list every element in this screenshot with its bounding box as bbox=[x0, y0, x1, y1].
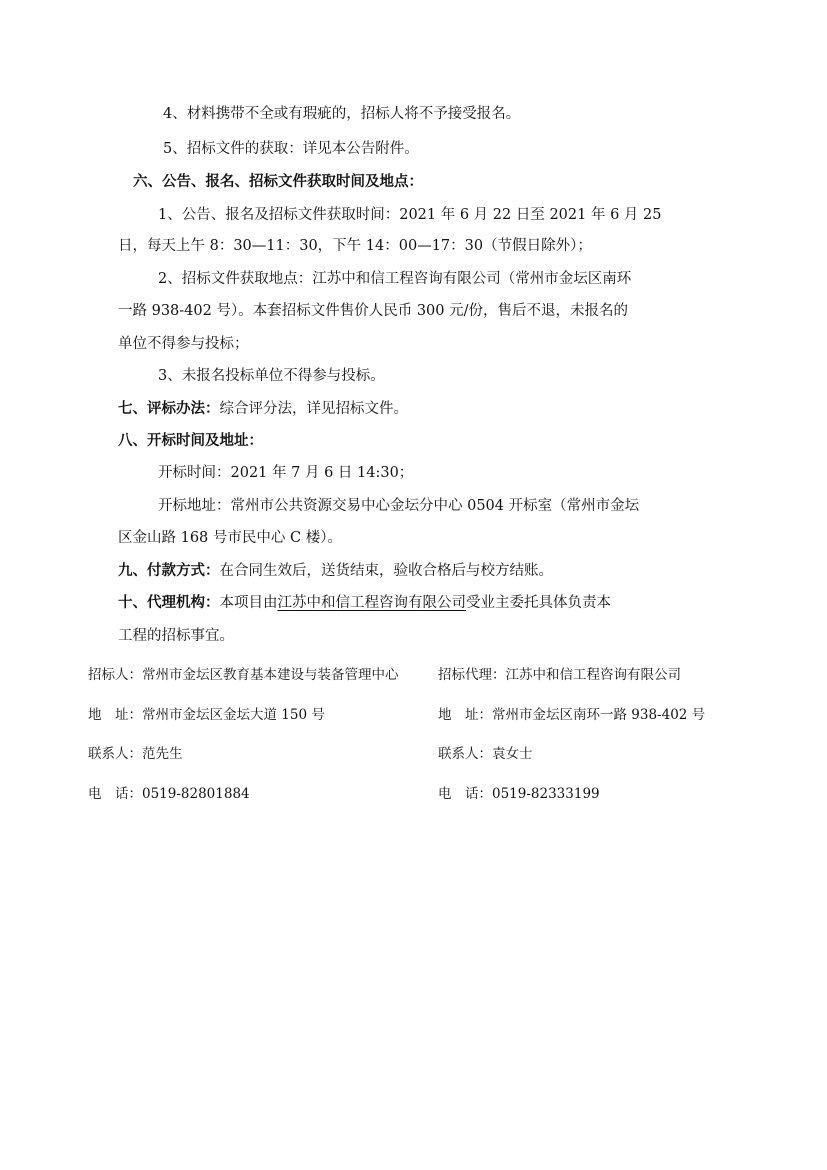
section-10-text-post: 受业主委托具体负责本 bbox=[466, 595, 611, 611]
section-10-text-pre: 本项目由 bbox=[219, 595, 278, 611]
agency-name-link: 江苏中和信工程咨询有限公司 bbox=[277, 595, 466, 611]
tenderer-address: 地 址：常州市金坛区金坛大道 150 号 bbox=[88, 707, 325, 723]
section-6-item-2-line-1: 2、招标文件获取地点：江苏中和信工程咨询有限公司（常州市金坛区南环 bbox=[158, 271, 632, 287]
tenderer-org: 招标人：常州市金坛区教育基本建设与装备管理中心 bbox=[88, 667, 399, 683]
agent-address: 地 址：常州市金坛区南环一路 938-402 号 bbox=[438, 707, 706, 723]
section-6-item-2-line-2: 一路 938-402 号）。本套招标文件售价人民币 300 元/份，售后不退，未报名的 bbox=[118, 303, 628, 319]
section-8-address-line-2: 区金山路 168 号市民中心 C 楼）。 bbox=[118, 530, 342, 546]
section-7-text: 综合评分法，详见招标文件。 bbox=[219, 401, 408, 417]
section-6-item-3: 3、未报名投标单位不得参与投标。 bbox=[158, 368, 385, 384]
section-8-heading: 八、开标时间及地址： bbox=[118, 432, 263, 449]
tenderer-phone: 电 话：0519-82801884 bbox=[88, 786, 250, 802]
agent-org: 招标代理：江苏中和信工程咨询有限公司 bbox=[438, 667, 681, 683]
section-9 bbox=[118, 561, 553, 581]
section-9-text: 在合同生效后，送货结束，验收合格后与校方结账。 bbox=[219, 563, 553, 579]
section-10-label: 十、代理机构： bbox=[118, 594, 220, 611]
section-9-label: 九、付款方式： bbox=[118, 562, 220, 579]
section-10-line-2: 工程的招标事宜。 bbox=[118, 628, 234, 644]
item-5: 5、招标文件的获取：详见本公告附件。 bbox=[163, 141, 419, 157]
section-6-item-1-line-2: 日，每天上午 8：30—11：30，下午 14：00—17：30（节假日除外）； bbox=[118, 238, 592, 254]
tenderer-contact: 联系人：范先生 bbox=[88, 746, 183, 762]
item-4: 4、材料携带不全或有瑕疵的，招标人将不予接受报名。 bbox=[163, 106, 521, 122]
section-6-item-1-line-1: 1、公告、报名及招标文件获取时间：2021 年 6 月 22 日至 2021 年 6 月 25 bbox=[158, 207, 662, 223]
agent-phone: 电 话：0519-82333199 bbox=[438, 786, 600, 802]
section-6-heading: 六、公告、报名、招标文件获取时间及地点： bbox=[133, 173, 423, 190]
section-8-time: 开标时间：2021 年 7 月 6 日 14:30； bbox=[158, 465, 414, 481]
section-6-item-2-line-3: 单位不得参与投标； bbox=[118, 336, 249, 352]
agent-contact: 联系人：袁女士 bbox=[438, 746, 533, 762]
section-8-address-line-1: 开标地址：常州市公共资源交易中心金坛分中心 0504 开标室（常州市金坛 bbox=[158, 498, 640, 514]
section-7-label: 七、评标办法： bbox=[118, 400, 220, 417]
section-7 bbox=[118, 399, 408, 419]
section-10-line-1 bbox=[118, 593, 611, 613]
